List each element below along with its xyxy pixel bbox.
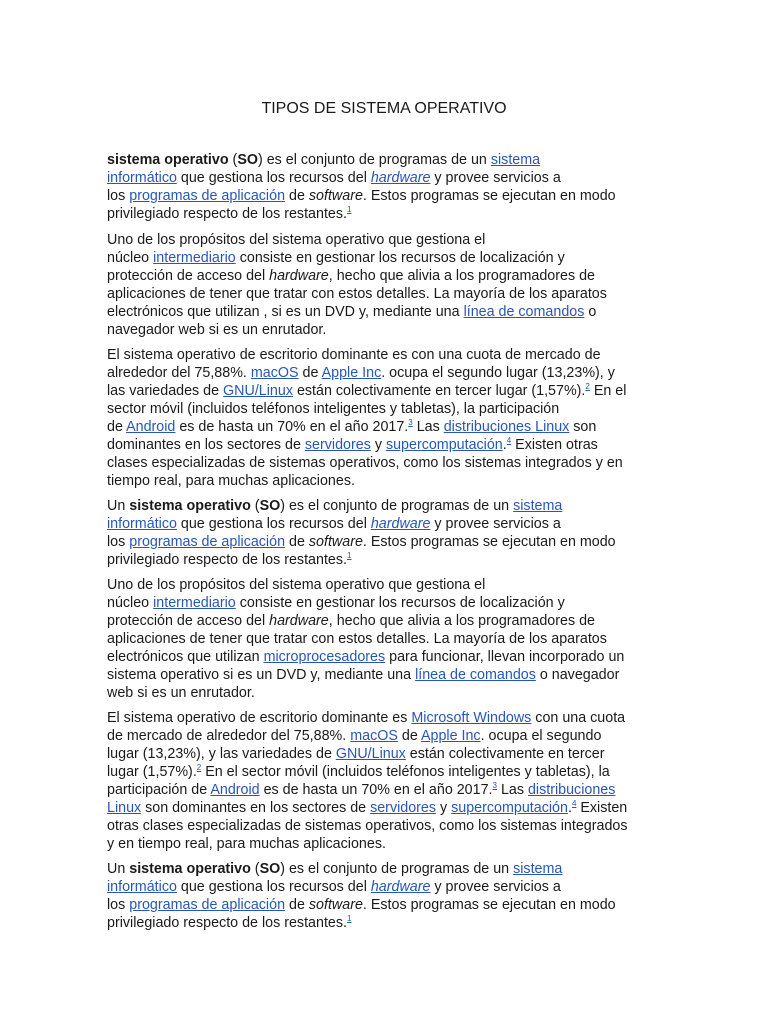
- text-span: son: [569, 419, 597, 435]
- text-span: que gestiona los recursos del: [176, 516, 371, 532]
- text-span: de: [285, 534, 309, 550]
- text-span: .: [567, 800, 572, 816]
- footnote-ref-link[interactable]: 1: [347, 551, 352, 560]
- text-line: [107, 835, 386, 853]
- hyperlink[interactable]: supercomputación: [451, 800, 568, 816]
- text-line: [107, 745, 604, 763]
- bold-text: SO: [259, 498, 281, 514]
- footnote-ref-link[interactable]: 4: [506, 436, 512, 445]
- text-line: [107, 612, 595, 630]
- text-span: Uno de los propósitos del sistema operativo que gestiona el: [107, 232, 486, 248]
- text-line: [107, 151, 540, 169]
- text-span: los: [107, 188, 130, 204]
- text-line: [107, 727, 601, 745]
- text-line: [107, 364, 615, 382]
- text-line: [107, 454, 623, 472]
- text-line: [107, 914, 351, 932]
- text-span: ) es el conjunto de programas de un: [280, 861, 514, 877]
- bold-text: sistema operativo: [129, 861, 251, 877]
- text-span: . Estos programas se ejecutan en modo: [362, 188, 616, 204]
- text-span: ) es el conjunto de programas de un: [257, 152, 491, 168]
- text-span: o navegador: [535, 667, 620, 683]
- text-span: protección de acceso del: [107, 268, 270, 284]
- hyperlink[interactable]: informático: [107, 516, 177, 532]
- text-line: [107, 346, 601, 364]
- text-span: electrónicos que utilizan: [107, 649, 264, 665]
- hyperlink[interactable]: Android: [126, 419, 176, 435]
- hyperlink[interactable]: Android: [210, 782, 260, 798]
- hyperlink[interactable]: línea de comandos: [415, 667, 536, 683]
- text-line: [107, 896, 616, 914]
- text-line: [107, 497, 562, 515]
- text-span: núcleo: [107, 250, 154, 266]
- text-span: Un: [107, 498, 130, 514]
- text-span: son dominantes en los sectores de: [141, 800, 371, 816]
- text-line: [107, 576, 485, 594]
- text-line: [107, 169, 561, 187]
- text-span: núcleo: [107, 595, 154, 611]
- text-span: consiste en gestionar los recursos de localización y: [235, 250, 565, 266]
- text-span: y en tiempo real, para muchas aplicaciones.: [107, 836, 386, 852]
- bold-text: sistema operativo: [129, 498, 251, 514]
- text-span: , hecho que alivia a los programadores de: [328, 268, 595, 284]
- text-span: sistema operativo si es un DVD y, mediante una: [107, 667, 416, 683]
- text-span: En el: [589, 383, 627, 399]
- text-line: [107, 799, 627, 817]
- text-line: [107, 382, 626, 400]
- text-span: y provee servicios a: [430, 516, 561, 532]
- footnote-ref-link[interactable]: 3: [408, 418, 413, 427]
- footnote-ref-link[interactable]: 3: [492, 781, 497, 790]
- hyperlink[interactable]: programas de aplicación: [129, 897, 286, 913]
- text-span: es de hasta un 70% en el año 2017.: [259, 782, 493, 798]
- text-line: [107, 781, 615, 799]
- text-span: . ocupa el segundo: [480, 728, 602, 744]
- text-span: privilegiado respecto de los restantes.: [107, 915, 348, 931]
- text-span: o: [584, 304, 597, 320]
- text-span: es de hasta un 70% en el año 2017.: [175, 419, 409, 435]
- hyperlink[interactable]: supercomputación: [385, 437, 503, 453]
- text-span: aplicaciones de tener que tratar con estos detalles. La mayoría de los aparatos: [107, 286, 607, 302]
- hyperlink[interactable]: programas de aplicación: [129, 534, 286, 550]
- hyperlink[interactable]: línea de comandos: [463, 304, 585, 320]
- hyperlink[interactable]: Apple Inc: [420, 728, 481, 744]
- text-span: electrónicos que utilizan , si es un DVD y, mediante una: [107, 304, 464, 320]
- text-span: privilegiado respecto de los restantes.: [107, 206, 348, 222]
- text-line: [107, 630, 607, 648]
- text-span: El sistema operativo de escritorio dominante es con una cuota de mercado de: [107, 347, 601, 363]
- text-line: [107, 817, 628, 835]
- hyperlink[interactable]: Microsoft Windows: [411, 710, 532, 726]
- text-span: Uno de los propósitos del sistema operativo que gestiona el: [107, 577, 486, 593]
- bold-text: SO: [259, 861, 281, 877]
- text-line: [107, 533, 616, 551]
- text-span: de: [397, 728, 421, 744]
- text-span: lugar (13,23%), y las variedades de: [107, 746, 336, 762]
- text-line: [107, 709, 625, 727]
- text-span: clases especializadas de sistemas operativos, como los sistemas integrados y en: [107, 455, 623, 471]
- text-span: alrededor del 75,88%.: [107, 365, 251, 381]
- text-line: [107, 648, 624, 666]
- text-span: de: [285, 188, 309, 204]
- hyperlink[interactable]: sistema: [513, 861, 563, 877]
- text-line: [107, 684, 255, 702]
- text-span: sector móvil (incluidos teléfonos inteligentes y tabletas), la participación: [107, 401, 560, 417]
- text-span: . ocupa el segundo lugar (13,23%), y: [381, 365, 615, 381]
- text-span: privilegiado respecto de los restantes.: [107, 552, 348, 568]
- text-line: [107, 594, 565, 612]
- text-span: consiste en gestionar los recursos de localización y: [235, 595, 565, 611]
- hyperlink[interactable]: microprocesadores: [263, 649, 386, 665]
- italic-text: hardware: [269, 613, 329, 629]
- hyperlink[interactable]: programas de aplicación: [129, 188, 286, 204]
- hyperlink[interactable]: distribuciones Linux: [443, 419, 570, 435]
- hyperlink[interactable]: hardware: [370, 170, 431, 186]
- hyperlink[interactable]: sistema: [490, 152, 541, 168]
- hyperlink[interactable]: Apple Inc: [321, 365, 382, 381]
- text-line: [107, 231, 485, 249]
- text-span: y: [370, 437, 386, 453]
- text-line: [107, 763, 610, 781]
- text-span: con una cuota: [531, 710, 626, 726]
- text-span: protección de acceso del: [107, 613, 270, 629]
- text-span: Existen: [576, 800, 628, 816]
- text-line: [107, 878, 561, 896]
- text-span: Existen otras: [511, 437, 598, 453]
- text-span: de: [107, 419, 127, 435]
- text-line: [107, 418, 596, 436]
- text-span: de: [298, 365, 322, 381]
- text-span: y: [436, 800, 452, 816]
- text-span: las variedades de: [107, 383, 224, 399]
- footnote-ref-link[interactable]: 2: [585, 382, 590, 391]
- italic-text: software: [308, 897, 363, 913]
- text-line: [107, 187, 616, 205]
- text-line: [107, 400, 559, 418]
- hyperlink[interactable]: Linux: [107, 800, 142, 816]
- text-line: [107, 666, 619, 684]
- text-line: [107, 472, 355, 490]
- footnote-ref-link[interactable]: 1: [347, 914, 352, 923]
- text-span: Las: [412, 419, 444, 435]
- hyperlink[interactable]: distribuciones: [527, 782, 616, 798]
- text-span: (: [250, 498, 260, 514]
- text-span: de mercado de alrededor del 75,88%.: [107, 728, 351, 744]
- text-line: [107, 249, 565, 267]
- text-span: El sistema operativo de escritorio dominante es: [107, 710, 412, 726]
- text-span: .: [502, 437, 507, 453]
- footnote-ref-link[interactable]: 4: [571, 799, 577, 808]
- text-span: . Estos programas se ejecutan en modo: [362, 534, 616, 550]
- bold-text: sistema operativo: [107, 152, 229, 168]
- italic-text: software: [308, 534, 363, 550]
- text-span: participación de: [107, 782, 211, 798]
- text-span: y provee servicios a: [430, 170, 561, 186]
- text-line: [107, 303, 596, 321]
- text-span: que gestiona los recursos del: [176, 170, 371, 186]
- text-span: y provee servicios a: [430, 879, 561, 895]
- hyperlink[interactable]: hardware: [370, 879, 431, 895]
- hyperlink[interactable]: informático: [107, 170, 177, 186]
- hyperlink[interactable]: hardware: [370, 516, 431, 532]
- text-line: [107, 515, 561, 533]
- italic-text: software: [308, 188, 363, 204]
- bold-text: SO: [237, 152, 258, 168]
- hyperlink[interactable]: macOS: [250, 365, 299, 381]
- text-span: ) es el conjunto de programas de un: [280, 498, 514, 514]
- text-line: [107, 205, 351, 223]
- footnote-ref-link[interactable]: 1: [347, 205, 352, 214]
- text-span: En el sector móvil (incluidos teléfonos inteligentes y tabletas), la: [201, 764, 610, 780]
- text-line: [107, 551, 351, 569]
- text-span: tiempo real, para muchas aplicaciones.: [107, 473, 355, 489]
- hyperlink[interactable]: servidores: [304, 437, 371, 453]
- text-span: están colectivamente en tercer lugar (1,57%).: [292, 383, 586, 399]
- hyperlink[interactable]: sistema: [513, 498, 563, 514]
- text-span: (: [228, 152, 238, 168]
- text-span: (: [250, 861, 260, 877]
- hyperlink[interactable]: servidores: [370, 800, 437, 816]
- text-span: Un: [107, 861, 130, 877]
- hyperlink[interactable]: GNU/Linux: [223, 383, 293, 399]
- text-span: dominantes en los sectores de: [107, 437, 305, 453]
- text-line: [107, 267, 595, 285]
- text-line: [107, 436, 598, 454]
- italic-text: hardware: [269, 268, 329, 284]
- text-span: , hecho que alivia a los programadores de: [328, 613, 595, 629]
- text-span: los: [107, 897, 130, 913]
- text-span: . Estos programas se ejecutan en modo: [362, 897, 616, 913]
- text-line: [107, 860, 562, 878]
- text-span: que gestiona los recursos del: [176, 879, 371, 895]
- text-span: lugar (1,57%).: [107, 764, 197, 780]
- text-span: otras clases especializadas de sistemas operativos, como los sistemas integrados: [107, 818, 628, 834]
- text-span: web si es un enrutador.: [107, 685, 255, 701]
- page-title: TIPOS DE SISTEMA OPERATIVO: [261, 100, 507, 117]
- hyperlink[interactable]: GNU/Linux: [335, 746, 406, 762]
- hyperlink[interactable]: macOS: [350, 728, 398, 744]
- hyperlink[interactable]: intermediario: [153, 595, 236, 611]
- text-line: [107, 321, 326, 339]
- text-span: navegador web si es un enrutador.: [107, 322, 327, 338]
- footnote-ref-link[interactable]: 2: [196, 763, 202, 772]
- text-span: aplicaciones de tener que tratar con estos detalles. La mayoría de los aparatos: [107, 631, 607, 647]
- hyperlink[interactable]: informático: [107, 879, 177, 895]
- hyperlink[interactable]: intermediario: [153, 250, 236, 266]
- text-span: los: [107, 534, 130, 550]
- text-span: de: [285, 897, 309, 913]
- text-span: están colectivamente en tercer: [405, 746, 605, 762]
- text-span: Las: [496, 782, 528, 798]
- text-span: para funcionar, llevan incorporado un: [385, 649, 625, 665]
- text-line: [107, 285, 607, 303]
